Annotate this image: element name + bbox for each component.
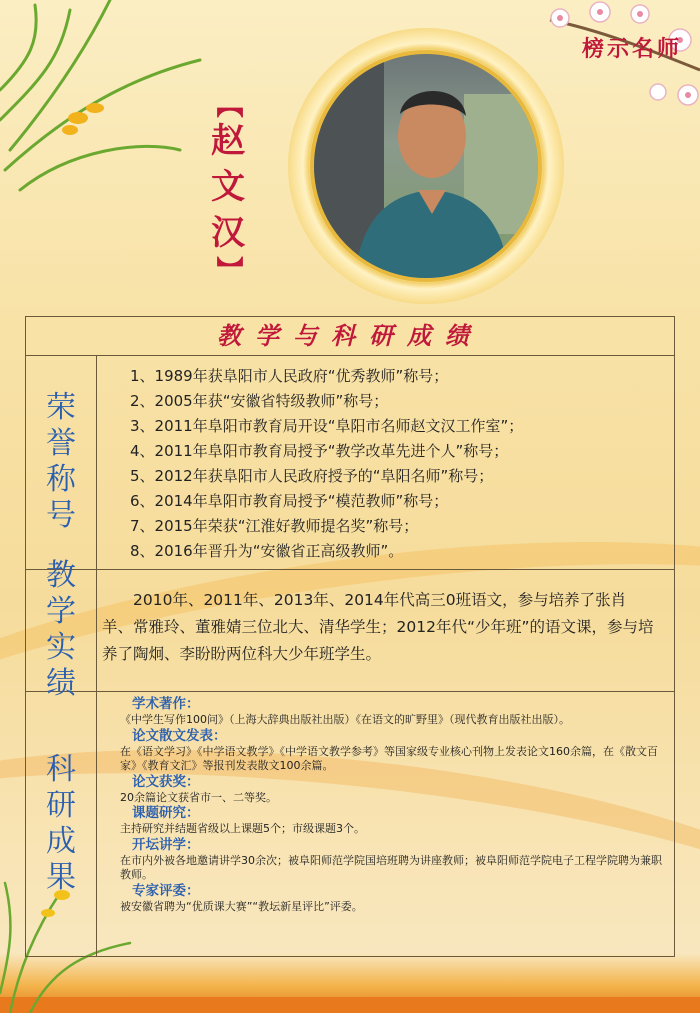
row-teaching (26, 558, 674, 701)
label-research (26, 691, 97, 956)
name-char: 赵 (211, 121, 245, 161)
teaching-text: 2010年、2011年、2013年、2014年代高三0班语文，参与培养了张肖羊、常雅玲、董雅婧三位北大、清华学生；2012年代“少年班”的语文课，参与培养了陶炯、李盼盼两位科大少年班学生。 (102, 591, 654, 663)
section-heading: 学术著作： (132, 696, 200, 712)
list-item: 2、2005年获“安徽省特级教师”称号； (130, 392, 389, 410)
list-item: 6、2014年阜阳市教育局授予“模范教师”称号； (130, 492, 449, 510)
row-research (26, 691, 674, 956)
label-char: 学 (46, 594, 76, 629)
label-text (46, 752, 76, 896)
section-heading: 课题研究： (132, 805, 200, 821)
label-char: 果 (46, 859, 76, 895)
list-item: 4、2011年阜阳市教育局授予“教学改革先进个人”称号； (130, 442, 509, 460)
section-text: 20余篇论文获省市一、二等奖。 (120, 790, 277, 804)
section-text: 主持研究并结题省级以上课题5个；市级课题3个。 (120, 822, 365, 835)
achievements-table (25, 316, 675, 957)
blossom-icon (530, 0, 700, 130)
label-char: 实 (46, 630, 76, 665)
name-char: 汉 (211, 213, 245, 253)
label-char: 誉 (46, 426, 76, 461)
label-char: 科 (46, 751, 76, 787)
list-item: 1、1989年获阜阳市人民政府“优秀教师”称号； (130, 367, 449, 385)
label-char: 号 (46, 498, 76, 533)
section-heading: 论文散文发表： (132, 727, 227, 744)
teacher-name (205, 92, 251, 282)
label-teaching (26, 558, 97, 701)
bracket-open: 【 (213, 91, 243, 118)
section-text: 《中学生写作100问》（上海大辞典出版社出版）《在语文的旷野里》（现代教育出版社出版）。 (120, 713, 570, 726)
teacher-portrait (310, 50, 542, 282)
list-item: 3、2011年阜阳市教育局开设“阜阳市名师赵文汉工作室”； (130, 417, 524, 435)
label-char: 研 (46, 787, 76, 823)
badge-title: 榜示名师 (581, 36, 682, 62)
row-honors (26, 355, 674, 570)
bracket-close: 】 (213, 255, 243, 282)
list-item: 5、2012年获阜阳市人民政府授予的“阜阳名师”称号； (130, 467, 494, 485)
section-text: 被安徽省聘为“优质课大赛”“教坛新星评比”评委。 (120, 899, 363, 913)
name-char: 文 (211, 167, 245, 207)
label-char: 教 (46, 558, 76, 593)
label-char: 称 (46, 462, 76, 497)
label-char: 绩 (46, 666, 76, 701)
label-char: 荣 (46, 390, 76, 425)
list-item: 8、2016年晋升为“安徽省正高级教师”。 (130, 542, 404, 560)
list-item: 7、2015年荣获“江淮好教师提名奖”称号； (130, 517, 419, 535)
section-heading: 开坛讲学： (132, 836, 200, 853)
section-text: 在《语文学习》《中学语文教学》《中学语文教学参考》等国家级专业核心刊物上发表论文160余篇，在《散文百家》《教育文汇》等报刊发表散文100余篇。 (120, 744, 658, 772)
label-honors (26, 355, 97, 569)
section-text: 在市内外被各地邀请讲学30余次；被阜阳师范学院国培班聘为讲座教师；被阜阳师范学院电子工程学院聘为兼职教师。 (120, 853, 662, 881)
label-char: 成 (46, 823, 76, 859)
label-text (46, 558, 76, 702)
section-heading: 专家评委： (132, 882, 200, 899)
research-list (102, 691, 664, 956)
label-text (46, 390, 76, 534)
section-heading: 论文获奖： (132, 773, 200, 790)
orchid-icon (0, 0, 210, 210)
table-title: 教学与科研成绩 (26, 317, 674, 356)
honors-list (102, 355, 664, 569)
